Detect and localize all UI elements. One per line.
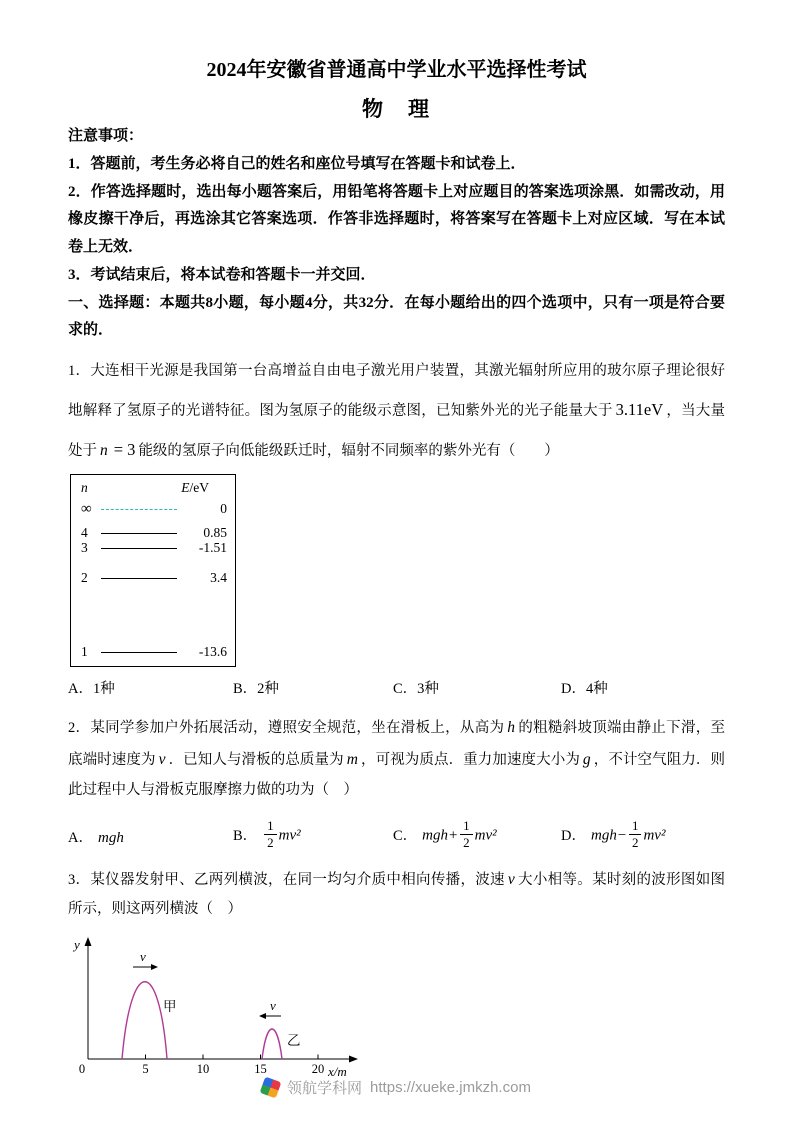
q2-option-d bbox=[561, 818, 725, 851]
question-2-text bbox=[68, 712, 725, 805]
note-item-2: 2．作答选择题时，选出每小题答案后，用铅笔将答题卡上对应题目的答案选项涂黑．如需改动，用橡皮擦干净后，再选涂其它答案选项．作答非选择题时，将答案写在答题卡上对应区域．写在本试卷上无效． bbox=[68, 183, 725, 255]
energy-level-row-4 bbox=[81, 525, 227, 541]
question-3-text bbox=[68, 864, 725, 925]
x-axis-arrow-icon bbox=[349, 1056, 358, 1063]
fraction-denominator: 2 bbox=[631, 835, 639, 851]
note-item-3: 3．考试结束后，将本试卷和答题卡一并交回． bbox=[68, 266, 376, 283]
q1-option-c: C．3种 bbox=[393, 681, 439, 698]
y-axis-arrow-icon bbox=[85, 937, 92, 946]
fraction-numerator: 1 bbox=[629, 819, 642, 835]
footer-watermark bbox=[0, 1077, 793, 1098]
fraction-denominator: 2 bbox=[463, 835, 470, 851]
q1-level-value: = 3 bbox=[113, 439, 136, 459]
level-energy: 0 bbox=[220, 501, 227, 517]
q2-text-seg2: 的粗糙斜坡顶端由静止下滑，至底端时速度为 bbox=[68, 720, 726, 769]
note-item-1: 1．答题前，考生务必将自己的姓名和座位号填写在答题卡和试卷上． bbox=[68, 155, 526, 172]
tick-label-5: 5 bbox=[142, 1062, 149, 1077]
section-1-heading: 一、选择题：本题共8小题，每小题4分，共32分．在每小题给出的四个选项中，只有一项是符合要求的． bbox=[68, 294, 725, 339]
question-1-text bbox=[68, 354, 725, 470]
level-line bbox=[101, 533, 177, 534]
level-energy: 0.85 bbox=[203, 525, 227, 541]
wave-yi-velocity-label: v bbox=[270, 998, 276, 1014]
level-label: ∞ bbox=[81, 500, 92, 517]
q2-text-seg5: ，不计空气阻力．则此过程中人与滑板克服摩擦力做的功为（ ） bbox=[68, 752, 726, 798]
level-energy: -13.6 bbox=[198, 644, 227, 660]
fraction bbox=[460, 819, 473, 849]
level-line bbox=[101, 548, 177, 549]
notes-heading: 注意事项： bbox=[68, 128, 144, 144]
fraction bbox=[264, 819, 277, 849]
q2-option-c bbox=[393, 818, 561, 851]
q2-option-b bbox=[233, 818, 393, 851]
footer-site-url[interactable]: https://xueke.jmkzh.com bbox=[370, 1079, 531, 1096]
q1-option-a: A．1种 bbox=[68, 681, 115, 698]
q1-text-seg3: 能级的氢原子向低能级跃迁时，辐射不同频率的紫外光有（ ） bbox=[138, 442, 559, 459]
wave-diagram bbox=[66, 931, 396, 1089]
wave-yi-velocity-arrowhead-icon bbox=[259, 1013, 266, 1019]
formula-post: mv² bbox=[474, 827, 497, 844]
level-label: 3 bbox=[81, 540, 88, 556]
energy-level-row-1 bbox=[81, 644, 227, 660]
site-logo-icon bbox=[260, 1077, 282, 1099]
level-energy: -1.51 bbox=[198, 540, 227, 556]
wave-diagram-container bbox=[66, 931, 725, 1094]
question-2-options bbox=[68, 818, 725, 856]
q1-text-seg1: 1．大连相干光源是我国第一台高增益自由电子激光用户装置，其激光辐射所应用的玻尔原子理论很好地解释了氢原子的光谱特征。图为氢原子的能级示意图，已知紫外光的光子能量大于 bbox=[68, 363, 725, 419]
question-1-options bbox=[68, 677, 725, 698]
q2-var-g: g bbox=[582, 751, 591, 769]
q2-text-seg4: ，可视为质点．重力加速度大小为 bbox=[360, 752, 580, 769]
level-line bbox=[101, 652, 177, 653]
option-label: B． bbox=[233, 827, 258, 844]
tick-label-0: 0 bbox=[78, 1062, 86, 1077]
energy-level-row-infinity bbox=[81, 501, 227, 517]
energy-level-row-3 bbox=[81, 540, 227, 556]
q3-var-v: v bbox=[507, 870, 515, 888]
energy-column-label: E/eV bbox=[181, 480, 209, 496]
formula-post: mv² bbox=[643, 827, 666, 844]
q2-text-seg3: ．已知人与滑板的总质量为 bbox=[168, 752, 344, 769]
q1-text-seg2: ，当大量处于 bbox=[68, 402, 726, 459]
wave-yi-label: 乙 bbox=[287, 1033, 301, 1049]
tick-label-10: 10 bbox=[196, 1062, 210, 1077]
energy-diagram-header bbox=[81, 480, 209, 496]
q1-photon-energy-value: 3.11eV bbox=[615, 399, 664, 419]
q2-text-seg1: 2．某同学参加户外拓展活动，遵照安全规范，坐在滑板上，从高为 bbox=[68, 720, 505, 737]
fraction-numerator: 1 bbox=[460, 819, 473, 835]
q1-option-b: B．2种 bbox=[233, 681, 279, 698]
formula-pre: mgh− bbox=[590, 827, 627, 844]
formula-pre: mgh+ bbox=[422, 827, 459, 844]
fraction bbox=[629, 819, 642, 849]
level-energy: 3.4 bbox=[210, 570, 227, 586]
option-label: D． bbox=[561, 827, 586, 844]
q2-var-m: m bbox=[346, 751, 358, 769]
wave-jia-velocity-arrowhead-icon bbox=[151, 964, 158, 970]
tick-label-20: 20 bbox=[311, 1062, 325, 1077]
level-line bbox=[101, 578, 177, 579]
energy-level-diagram bbox=[70, 474, 236, 667]
q2-var-h: h bbox=[507, 719, 516, 737]
n-column-label: n bbox=[81, 480, 88, 496]
wave-yi-curve bbox=[262, 1029, 282, 1059]
footer-site-name: 领航学科网 bbox=[287, 1080, 363, 1097]
x-axis-label: x/m bbox=[328, 1064, 347, 1080]
y-axis-label: y bbox=[74, 937, 80, 953]
level-label: 1 bbox=[81, 644, 88, 660]
q3-text-seg2: 大小相等。某时刻的波形图如图所示，则这两列横波（ ） bbox=[68, 871, 725, 918]
option-label: C． bbox=[393, 827, 418, 844]
fraction-numerator: 1 bbox=[264, 819, 277, 835]
formula-pre: mgh bbox=[97, 830, 124, 847]
formula-post: mv² bbox=[278, 827, 301, 844]
level-label: 2 bbox=[81, 570, 88, 586]
level-line-dashed bbox=[101, 509, 177, 510]
q2-var-v: v bbox=[158, 751, 166, 769]
q1-option-d: D．4种 bbox=[561, 681, 608, 698]
wave-jia-label: 甲 bbox=[163, 999, 177, 1015]
energy-level-row-2 bbox=[81, 570, 227, 586]
exam-title: 2024年安徽省普通高中学业水平选择性考试 bbox=[206, 59, 587, 81]
tick-label-15: 15 bbox=[254, 1062, 267, 1077]
wave-jia-velocity-label: v bbox=[140, 949, 146, 965]
level-label: 4 bbox=[81, 525, 88, 541]
q2-option-a bbox=[68, 826, 233, 847]
wave-jia-curve bbox=[122, 982, 167, 1059]
option-label: A． bbox=[68, 830, 93, 847]
exam-subject: 物 理 bbox=[362, 97, 431, 121]
q1-level-variable: n bbox=[100, 441, 108, 459]
fraction-denominator: 2 bbox=[267, 835, 274, 851]
q3-text-seg1: 3．某仪器发射甲、乙两列横波，在同一均匀介质中相向传播，波速 bbox=[68, 871, 505, 888]
